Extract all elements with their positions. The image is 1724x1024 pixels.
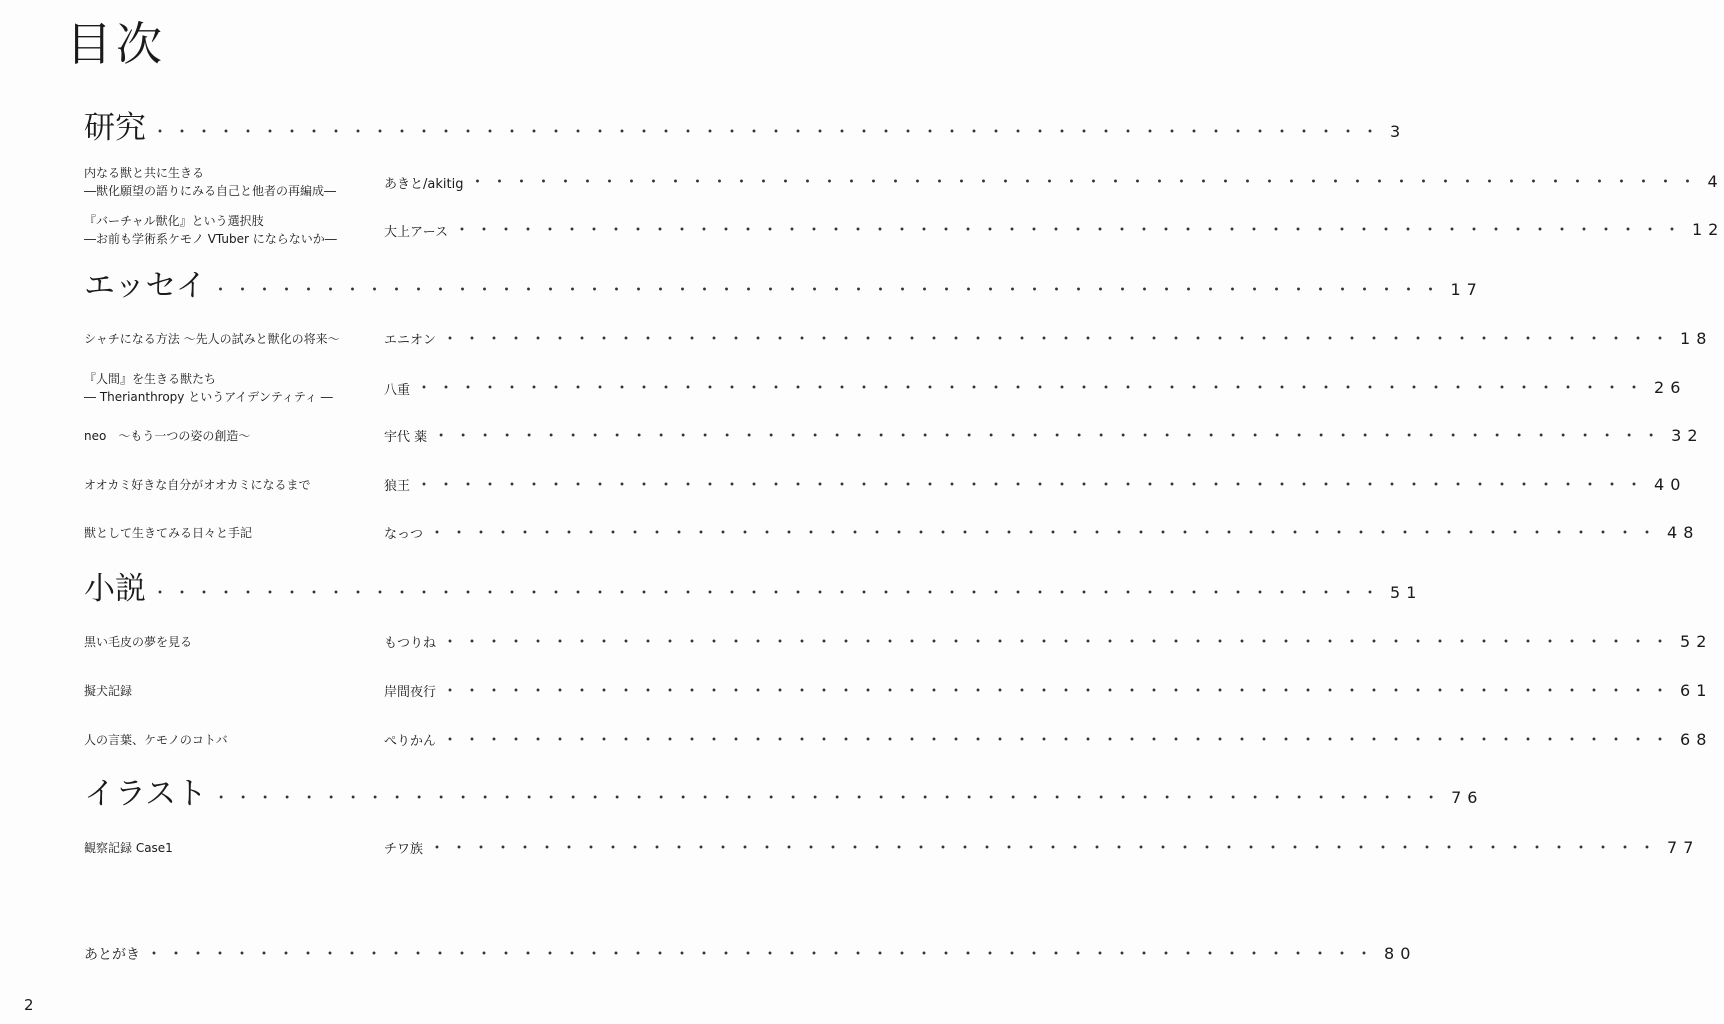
entry-author: あきと/akitig [384,176,464,192]
entry-titles [84,731,384,749]
dot-leader: ・・・・・・・・・・・・・・・・・・・・・・・・・・・・・・・・・・・・・・・・・・・・・・・・・・・・・・・・ [469,172,1702,191]
entry-author: 岸間夜行 [384,685,437,700]
entry-subtitle: ― Therianthropy というアイデンティティ ― [84,390,333,404]
entry-title: 人の言葉、ケモノのコトバ [84,732,228,747]
toc-entry [84,680,1713,700]
entry-title: 『バーチャル獣化』という選択肢 [84,214,264,228]
dot-leader: ・・・・・・・・・・・・・・・・・・・・・・・・・・・・・・・・・・・・・・・・・・・・・・・・・・・・・・・・ [152,583,1385,602]
afterword-entry [84,944,1417,964]
entry-page-number: 52 [1680,631,1713,651]
entry-subtitle: ―お前も学術系ケモノ VTuber にならないか― [84,232,337,246]
dot-leader: ・・・・・・・・・・・・・・・・・・・・・・・・・・・・・・・・・・・・・・・・・・・・・・・・・・・・・・・・ [416,378,1649,397]
entry-page-number: 48 [1667,522,1700,542]
entry-page-number: 12 [1691,220,1724,239]
dot-leader: ・・・・・・・・・・・・・・・・・・・・・・・・・・・・・・・・・・・・・・・・・・・・・・・・・・・・・・・・ [212,280,1445,299]
dot-leader: ・・・・・・・・・・・・・・・・・・・・・・・・・・・・・・・・・・・・・・・・・・・・・・・・・・・・・・・・ [152,122,1385,141]
entry-titles [84,476,384,494]
section-heading-illustration [84,770,1484,812]
entry-titles [84,427,384,445]
entry-titles [84,164,384,200]
entry-title: 獣として生きてみる日々と手記 [84,525,253,540]
entry-page-number: 26 [1654,378,1687,397]
entry-title: 内なる獣と共に生きる [84,166,205,180]
afterword-title: あとがき [84,947,140,963]
dot-leader: ・・・・・・・・・・・・・・・・・・・・・・・・・・・・・・・・・・・・・・・・・・・・・・・・・・・・・・・・ [416,474,1649,494]
dot-leader: ・・・・・・・・・・・・・・・・・・・・・・・・・・・・・・・・・・・・・・・・・・・・・・・・・・・・・・・・ [442,631,1675,651]
toc-entry [84,837,1700,857]
entry-titles [84,330,384,348]
entry-title: オオカミ好きな自分がオオカミになるまで [84,477,311,492]
entry-author: エニオン [384,333,437,348]
section-title: 小説 [84,571,146,607]
entry-author: 狼王 [384,479,411,494]
section-page-number: 51 [1390,583,1423,602]
section-title: 研究 [84,110,146,146]
dot-leader: ・・・・・・・・・・・・・・・・・・・・・・・・・・・・・・・・・・・・・・・・・・・・・・・・・・・・・・・・ [429,522,1662,542]
entry-page-number: 32 [1671,425,1704,445]
section-page-number: 3 [1390,122,1407,141]
afterword-page-number: 80 [1384,944,1417,963]
toc-entry [84,164,1724,200]
entry-author: 大上アース [384,224,448,240]
section-heading-essay [84,262,1483,304]
section-page-number: 17 [1450,280,1483,299]
entry-page-number: 4 [1707,172,1724,191]
entry-author: なっつ [384,527,424,542]
section-title: イラスト [84,776,208,812]
dot-leader: ・・・・・・・・・・・・・・・・・・・・・・・・・・・・・・・・・・・・・・・・・・・・・・・・・・・・・・・・ [442,328,1675,348]
dot-leader: ・・・・・・・・・・・・・・・・・・・・・・・・・・・・・・・・・・・・・・・・・・・・・・・・・・・・・・・・ [213,788,1446,807]
entry-titles [84,839,384,857]
section-heading-novel [84,565,1423,607]
entry-title: シャチになる方法 ～先人の試みと獣化の将来～ [84,331,340,346]
entry-title: 擬犬記録 [84,683,133,698]
dot-leader: ・・・・・・・・・・・・・・・・・・・・・・・・・・・・・・・・・・・・・・・・・・・・・・・・・・・・・・・・ [146,944,1379,963]
toc-entry [84,328,1713,348]
toc-entry [84,631,1713,651]
entry-author: 宇代 薬 [384,430,428,445]
entry-page-number: 18 [1680,328,1713,348]
section-heading-research [84,104,1407,146]
dot-leader: ・・・・・・・・・・・・・・・・・・・・・・・・・・・・・・・・・・・・・・・・・・・・・・・・・・・・・・・・ [442,729,1675,749]
entry-titles [84,524,384,542]
entry-title: 黒い毛皮の夢を見る [84,634,193,649]
section-title: エッセイ [84,268,207,304]
entry-author: 八重 [384,382,411,398]
dot-leader: ・・・・・・・・・・・・・・・・・・・・・・・・・・・・・・・・・・・・・・・・・・・・・・・・・・・・・・・・ [453,220,1686,239]
folio-page-number: 2 [24,996,34,1014]
toc-entry [84,370,1687,406]
toc-entry [84,474,1687,494]
dot-leader: ・・・・・・・・・・・・・・・・・・・・・・・・・・・・・・・・・・・・・・・・・・・・・・・・・・・・・・・・ [442,680,1675,700]
dot-leader: ・・・・・・・・・・・・・・・・・・・・・・・・・・・・・・・・・・・・・・・・・・・・・・・・・・・・・・・・ [433,425,1666,445]
entry-author: チワ族 [384,842,424,857]
entry-titles [84,370,384,406]
entry-title: 観察記録 Case1 [84,840,173,855]
dot-leader: ・・・・・・・・・・・・・・・・・・・・・・・・・・・・・・・・・・・・・・・・・・・・・・・・・・・・・・・・ [429,837,1662,857]
entry-author: もつりね [384,636,437,651]
entry-title: 『人間』を生きる獣たち [84,372,217,386]
entry-page-number: 68 [1680,729,1713,749]
toc-entry [84,522,1700,542]
entry-subtitle: ―獣化願望の語りにみる自己と他者の再編成― [84,184,337,198]
entry-page-number: 77 [1667,837,1700,857]
toc-entry [84,729,1713,749]
entry-titles [84,212,384,248]
entry-page-number: 61 [1680,680,1713,700]
toc-entry [84,212,1724,248]
toc-entry [84,425,1704,445]
page-title: 目次 [66,17,166,71]
entry-titles [84,633,384,651]
entry-title: neo ～もう一つの姿の創造～ [84,428,251,443]
entry-titles [84,682,384,700]
entry-author: ぺりかん [384,734,437,749]
entry-page-number: 40 [1654,474,1687,494]
section-page-number: 76 [1451,788,1484,807]
